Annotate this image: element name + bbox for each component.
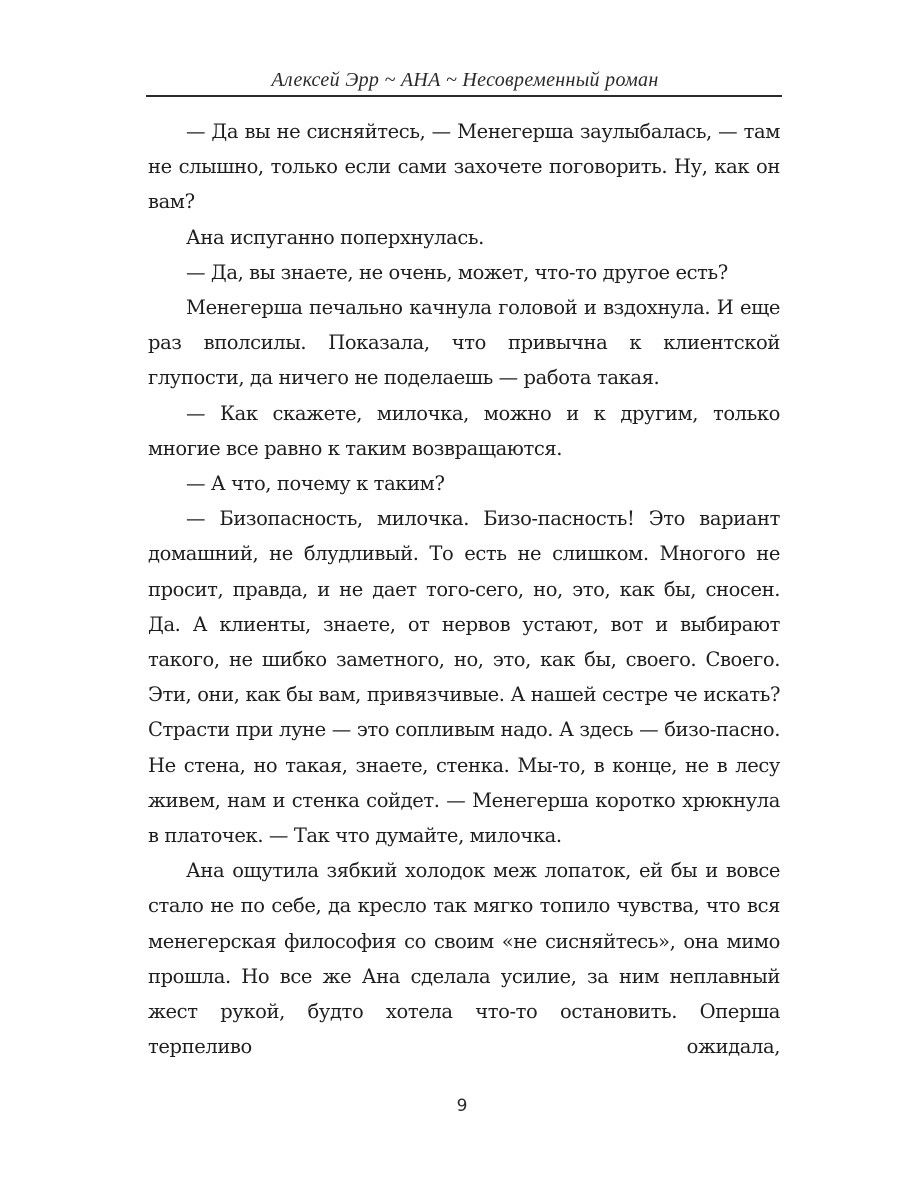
paragraph: Ана испуганно поперхнулась.: [186, 225, 484, 249]
running-head: Алексей Эрр ~ АНА ~ Несовременный роман: [271, 69, 659, 91]
paragraph: — Да, вы знаете, не очень, может, что-то другое есть?: [186, 260, 728, 284]
paragraph: — А что, почему к таким?: [186, 472, 445, 496]
paragraph: — Бизопасность, милочка. Бизо-пасность! Это вариант домашний, не блудливый. То есть не слишком. Многого не просит, правда, и не дает того-сего, но, это, как бы, сносен. Да. А клиенты, знаете, от нервов устают, вот и выбирают такого, не шибко заметного, но, это, как бы, своего. Своего. Эти, они, как бы вам, привязчивые. А нашей сестре че искать? Страсти при луне — это сопливым надо. А здесь — бизо-пасно. Не стена, но такая, знаете, стенка. Мы-то, в конце, не в лесу живем, нам и стенка сойдет. — Менегерша коротко хрюкнула в платочек. — Так что думайте, милочка.: [148, 507, 780, 848]
paragraph: — Как скажете, милочка, можно и к другим, только многие все равно к таким возвращаются.: [148, 401, 780, 460]
paragraph: Ана ощутила зябкий холодок меж лопаток, ей бы и вовсе стало не по себе, да кресло так мягко топило чувства, что вся менегерская философия со своим «не сисняйтесь», она мимо прошла. Но все же Ана сделала усилие, за ним неплавный жест рукой, будто хотела что-то остановить. Оперша терпеливо ожидала,: [148, 859, 780, 1059]
paragraph: Менегерша печально качнула головой и вздохнула. И еще раз вполсилы. Показала, что привычна к клиентской глупости, да ничего не поделаешь — работа такая.: [148, 296, 780, 390]
header-rule: [146, 95, 782, 97]
paragraph: — Да вы не сисняйтесь, — Менегерша заулыбалась, — там не слышно, только если сами захочете поговорить. Ну, как он вам?: [148, 120, 780, 214]
page-number: 9: [456, 1096, 468, 1116]
body-text: [148, 114, 780, 1064]
